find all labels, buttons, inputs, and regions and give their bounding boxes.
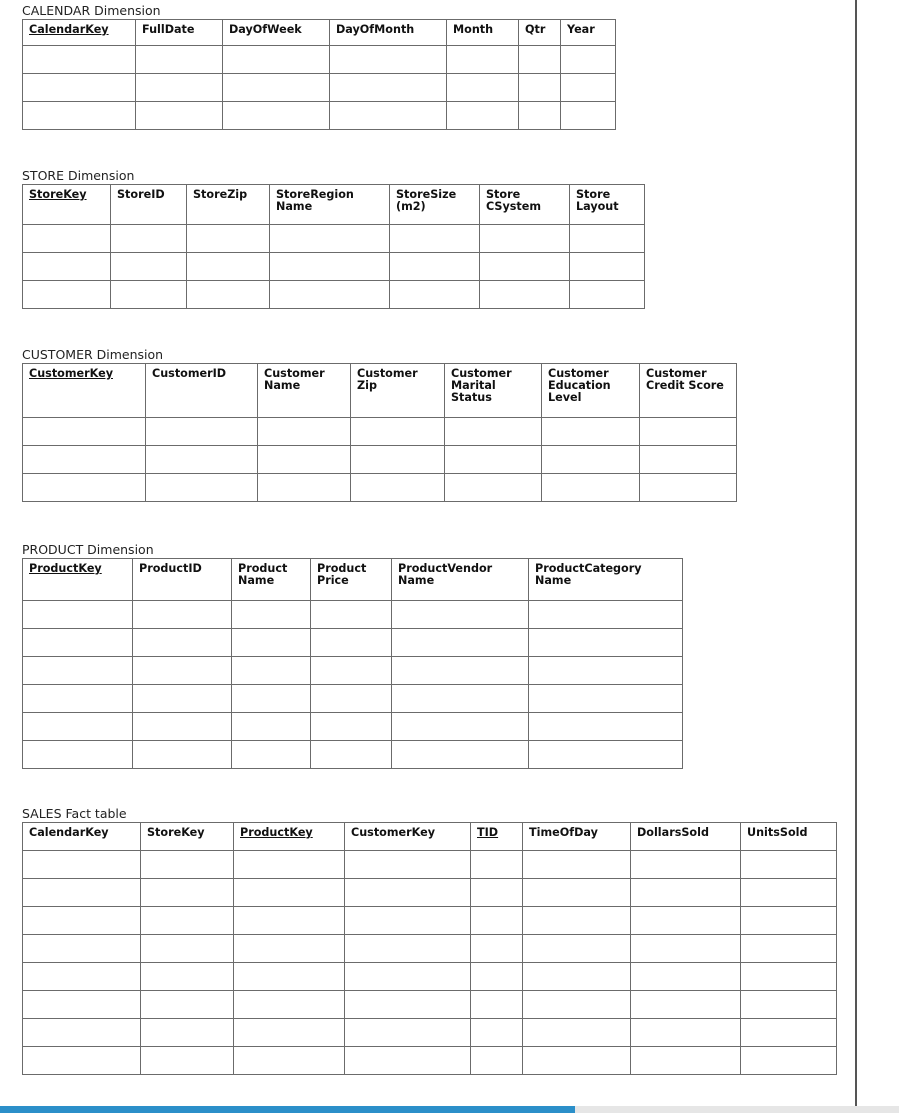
store-table (22, 184, 645, 309)
column-header: Customer Name (258, 364, 351, 418)
column-header: ProductKey (234, 823, 345, 851)
table-row (23, 685, 683, 713)
column-header: TID (471, 823, 523, 851)
table-row (23, 657, 683, 685)
customer-header-row (23, 364, 737, 418)
table-row (23, 418, 737, 446)
column-header: DollarsSold (631, 823, 741, 851)
calendar-section (22, 3, 616, 130)
table-row (23, 963, 837, 991)
table-row (23, 1047, 837, 1075)
customer-table (22, 363, 737, 502)
column-header: Product Price (311, 559, 392, 601)
product-header-row (23, 559, 683, 601)
column-header: StoreKey (23, 185, 111, 225)
table-row (23, 46, 616, 74)
store-header-row (23, 185, 645, 225)
column-header: CalendarKey (23, 823, 141, 851)
column-header: Customer Marital Status (445, 364, 542, 418)
column-header: Customer Education Level (542, 364, 640, 418)
column-header: ProductVendor Name (392, 559, 529, 601)
table-row (23, 907, 837, 935)
table-row (23, 281, 645, 309)
store-caption: STORE Dimension (22, 168, 135, 183)
table-row (23, 102, 616, 130)
sales-caption: SALES Fact table (22, 806, 127, 821)
column-header: Customer Zip (351, 364, 445, 418)
page-margin-rule (855, 0, 857, 1106)
customer-section (22, 347, 737, 502)
column-header: Product Name (232, 559, 311, 601)
column-header: Qtr (519, 20, 561, 46)
table-row (23, 1019, 837, 1047)
table-row (23, 851, 837, 879)
column-header: StoreKey (141, 823, 234, 851)
column-header: Year (561, 20, 616, 46)
column-header: Customer Credit Score (640, 364, 737, 418)
scroll-progress-bar[interactable] (0, 1106, 899, 1113)
column-header: Month (447, 20, 519, 46)
scroll-progress-fill (0, 1106, 575, 1113)
sales-section (22, 806, 837, 1075)
product-table (22, 558, 683, 769)
column-header: FullDate (136, 20, 223, 46)
column-header: TimeOfDay (523, 823, 631, 851)
column-header: DayOfMonth (330, 20, 447, 46)
column-header: StoreZip (187, 185, 270, 225)
calendar-header-row (23, 20, 616, 46)
column-header: ProductKey (23, 559, 133, 601)
table-row (23, 74, 616, 102)
table-row (23, 253, 645, 281)
table-row (23, 935, 837, 963)
table-row (23, 879, 837, 907)
sales-header-row (23, 823, 837, 851)
column-header: StoreSize (m2) (390, 185, 480, 225)
column-header: DayOfWeek (223, 20, 330, 46)
table-row (23, 741, 683, 769)
product-section (22, 542, 683, 769)
product-caption: PRODUCT Dimension (22, 542, 154, 557)
table-row (23, 225, 645, 253)
column-header: UnitsSold (741, 823, 837, 851)
table-row (23, 713, 683, 741)
table-row (23, 474, 737, 502)
column-header: StoreRegion Name (270, 185, 390, 225)
column-header: CustomerKey (23, 364, 146, 418)
column-header: ProductCategory Name (529, 559, 683, 601)
customer-caption: CUSTOMER Dimension (22, 347, 164, 362)
table-row (23, 601, 683, 629)
column-header: CustomerID (146, 364, 258, 418)
calendar-caption: CALENDAR Dimension (22, 3, 161, 18)
table-row (23, 629, 683, 657)
column-header: StoreID (111, 185, 187, 225)
column-header: Store Layout (570, 185, 645, 225)
column-header: CalendarKey (23, 20, 136, 46)
calendar-table (22, 19, 616, 130)
column-header: CustomerKey (345, 823, 471, 851)
column-header: Store CSystem (480, 185, 570, 225)
table-row (23, 991, 837, 1019)
sales-table (22, 822, 837, 1075)
table-row (23, 446, 737, 474)
store-section (22, 168, 645, 309)
column-header: ProductID (133, 559, 232, 601)
